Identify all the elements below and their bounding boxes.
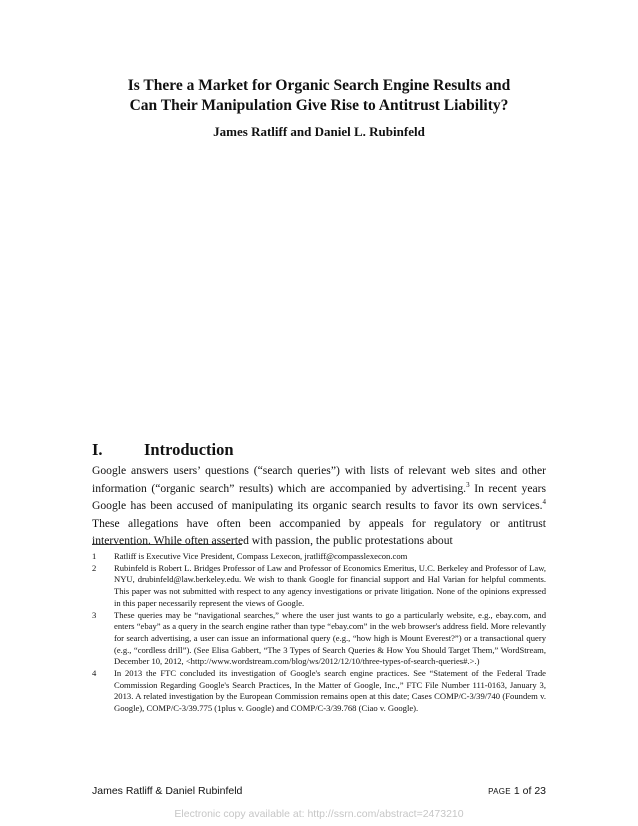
- footer-authors: James Ratliff & Daniel Rubinfeld: [92, 785, 243, 797]
- body-text-part-1: Google answers users’ questions (“search queries”) with lists of relevant web sites and other information (“organic search” results) which are accompanied by advertising.: [92, 464, 546, 495]
- paper-title: [0, 76, 638, 116]
- footnote-divider: [92, 544, 242, 545]
- page-indicator: [488, 785, 546, 797]
- total-pages: 23: [534, 785, 546, 797]
- footnote-mark: 3: [92, 609, 97, 620]
- footnote-ref-3: 3: [466, 480, 470, 489]
- title-line-1: Is There a Market for Organic Search Engine Results and: [127, 77, 511, 94]
- body-paragraph: [92, 462, 546, 550]
- footnote-text: These queries may be “navigational searches,” where the user just wants to go a particularly website, e.g., ebay.com, and enters “ebay” as a query in the search engine rather than type “ebay.com” in the web browser's address field. More relevantly for search advertising, a user can issue an informational query (e.g., “how high is Mount Everest?”) or a transactional query (e.g., “cordless drill”). (See Elisa Gabbert, “The 3 Types of Search Queries & How You Should Target Them,” WordStream, December 10, 2012, <http://www.wordstream.com/blog/ws/2012/12/10/three-types-of-search-queries#.>.): [114, 609, 546, 667]
- section-number: I.: [92, 440, 103, 459]
- footnote-text: Rubinfeld is Robert L. Bridges Professor of Law and Professor of Economics Emeritus, U.C. Berkeley and Professor of Law, NYU, drubinfeld@law.berkeley.edu. We wish to thank Google for financial support and Hal Varian for helpful comments. This paper was not submitted with respect to any agency investigations or private litigation. None of the opinions expressed in this paper necessarily represent the views of Google.: [114, 562, 546, 608]
- footnote: [92, 668, 546, 715]
- authors: James Ratliff and Daniel L. Rubinfeld: [213, 124, 425, 139]
- section-heading: [92, 440, 234, 460]
- page-footer: [92, 785, 546, 797]
- footnote-ref-4: 4: [542, 498, 546, 507]
- footnote: [92, 551, 546, 563]
- ssrn-watermark: Electronic copy available at: http://ssrn.com/abstract=2473210: [174, 808, 464, 820]
- of-label: of: [522, 785, 532, 797]
- body-text-part-3: These allegations have often been accompanied by appeals for regulatory or antitrust intervention. While often asserted with passion, the public protestations about: [92, 516, 546, 547]
- footnote-mark: 2: [92, 562, 97, 573]
- page-number: 1: [513, 785, 520, 797]
- footnote: [92, 563, 546, 610]
- footnote-text: In 2013 the FTC concluded its investigation of Google's search engine practices. See “Statement of the Federal Trade Commission Regarding Google's Search Practices, In the Matter of Google, Inc.,” FTC File Number 111-0163, January 3, 2013. A related investigation by the European Commission remains open at this date; Cases COMP/C-3/39/740 (Foundem v. Google), COMP/C-3/39.775 (1plus v. Google) and COMP/C-3/39.768 (Ciao v. Google).: [114, 668, 546, 714]
- footnote: [92, 610, 546, 669]
- footnote-mark: 4: [92, 668, 97, 679]
- footnotes: [92, 551, 546, 715]
- page-label: PAGE: [488, 787, 511, 796]
- body-text-part-2: In recent years Google has been accused of manipulating its organic search results to favor its own services.: [92, 481, 546, 512]
- footnote-text: Ratliff is Executive Vice President, Compass Lexecon, jratliff@compasslexecon.com: [114, 551, 408, 561]
- footnote-mark: 1: [92, 551, 97, 561]
- title-line-2: Can Their Manipulation Give Rise to Antitrust Liability?: [129, 97, 509, 114]
- section-title: Introduction: [144, 440, 234, 459]
